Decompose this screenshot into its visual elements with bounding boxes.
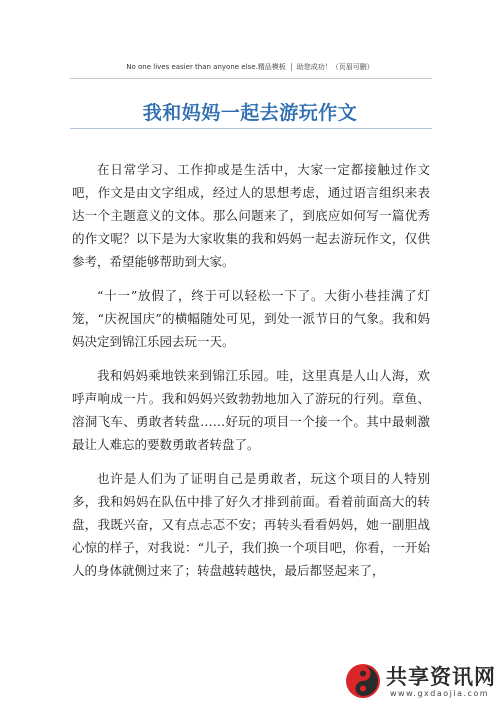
watermark-name: 共享资讯网 — [386, 665, 496, 689]
watermark-logo-icon — [344, 662, 382, 700]
document-body — [72, 158, 430, 593]
paragraph-2: “十一”放假了，终于可以轻松一下了。大街小巷挂满了灯笼，“庆祝国庆”的横幅随处可见，到处一派节日的气象。我和妈妈决定到锦江乐园去玩一天。 — [72, 288, 430, 349]
title-divider — [70, 128, 432, 129]
paragraph-4: 也许是人们为了证明自己是勇敢者，玩这个项目的人特别多，我和妈妈在队伍中排了好久才排到前面。看着前面高大的转盘，我既兴奋，又有点忐忑不安；再转头看看妈妈，她一副胆战心惊的样子，对我说：“儿子，我们换一个项目吧，你看，一开始人的身体就侧过来了；转盘越转越快，最后都竖起来了， — [72, 471, 430, 578]
paragraph-1: 在日常学习、工作抑或是生活中，大家一定都接触过作文吧，作文是由文字组成，经过人的思想考虑，通过语言组织来表达一个主题意义的文体。那么问题来了，到底应如何写一篇优秀的作文呢？以下是为大家收集的我和妈妈一起去游玩作文，仅供参考，希望能够帮助到大家。 — [72, 162, 430, 269]
header-note: 助您成功！（页眉可删） — [296, 63, 374, 71]
watermark-url: www.gxdaojia.com — [390, 689, 490, 698]
header-separator — [291, 63, 292, 71]
header-tagline: No one lives easier than anyone else.精品模板 — [126, 63, 286, 71]
site-watermark — [344, 660, 494, 702]
page-header — [0, 62, 500, 72]
paragraph-3: 我和妈妈乘地铁来到锦江乐园。哇，这里真是人山人海，欢呼声响成一片。我和妈妈兴致勃勃地加入了游玩的行列。章鱼、溶洞飞车、勇敢者转盘……好玩的项目一个接一个。其中最刺激最让人难忘的要数勇敢者转盘了。 — [72, 368, 430, 452]
header-divider — [70, 78, 432, 79]
document-title: 我和妈妈一起去游玩作文 — [142, 102, 358, 124]
